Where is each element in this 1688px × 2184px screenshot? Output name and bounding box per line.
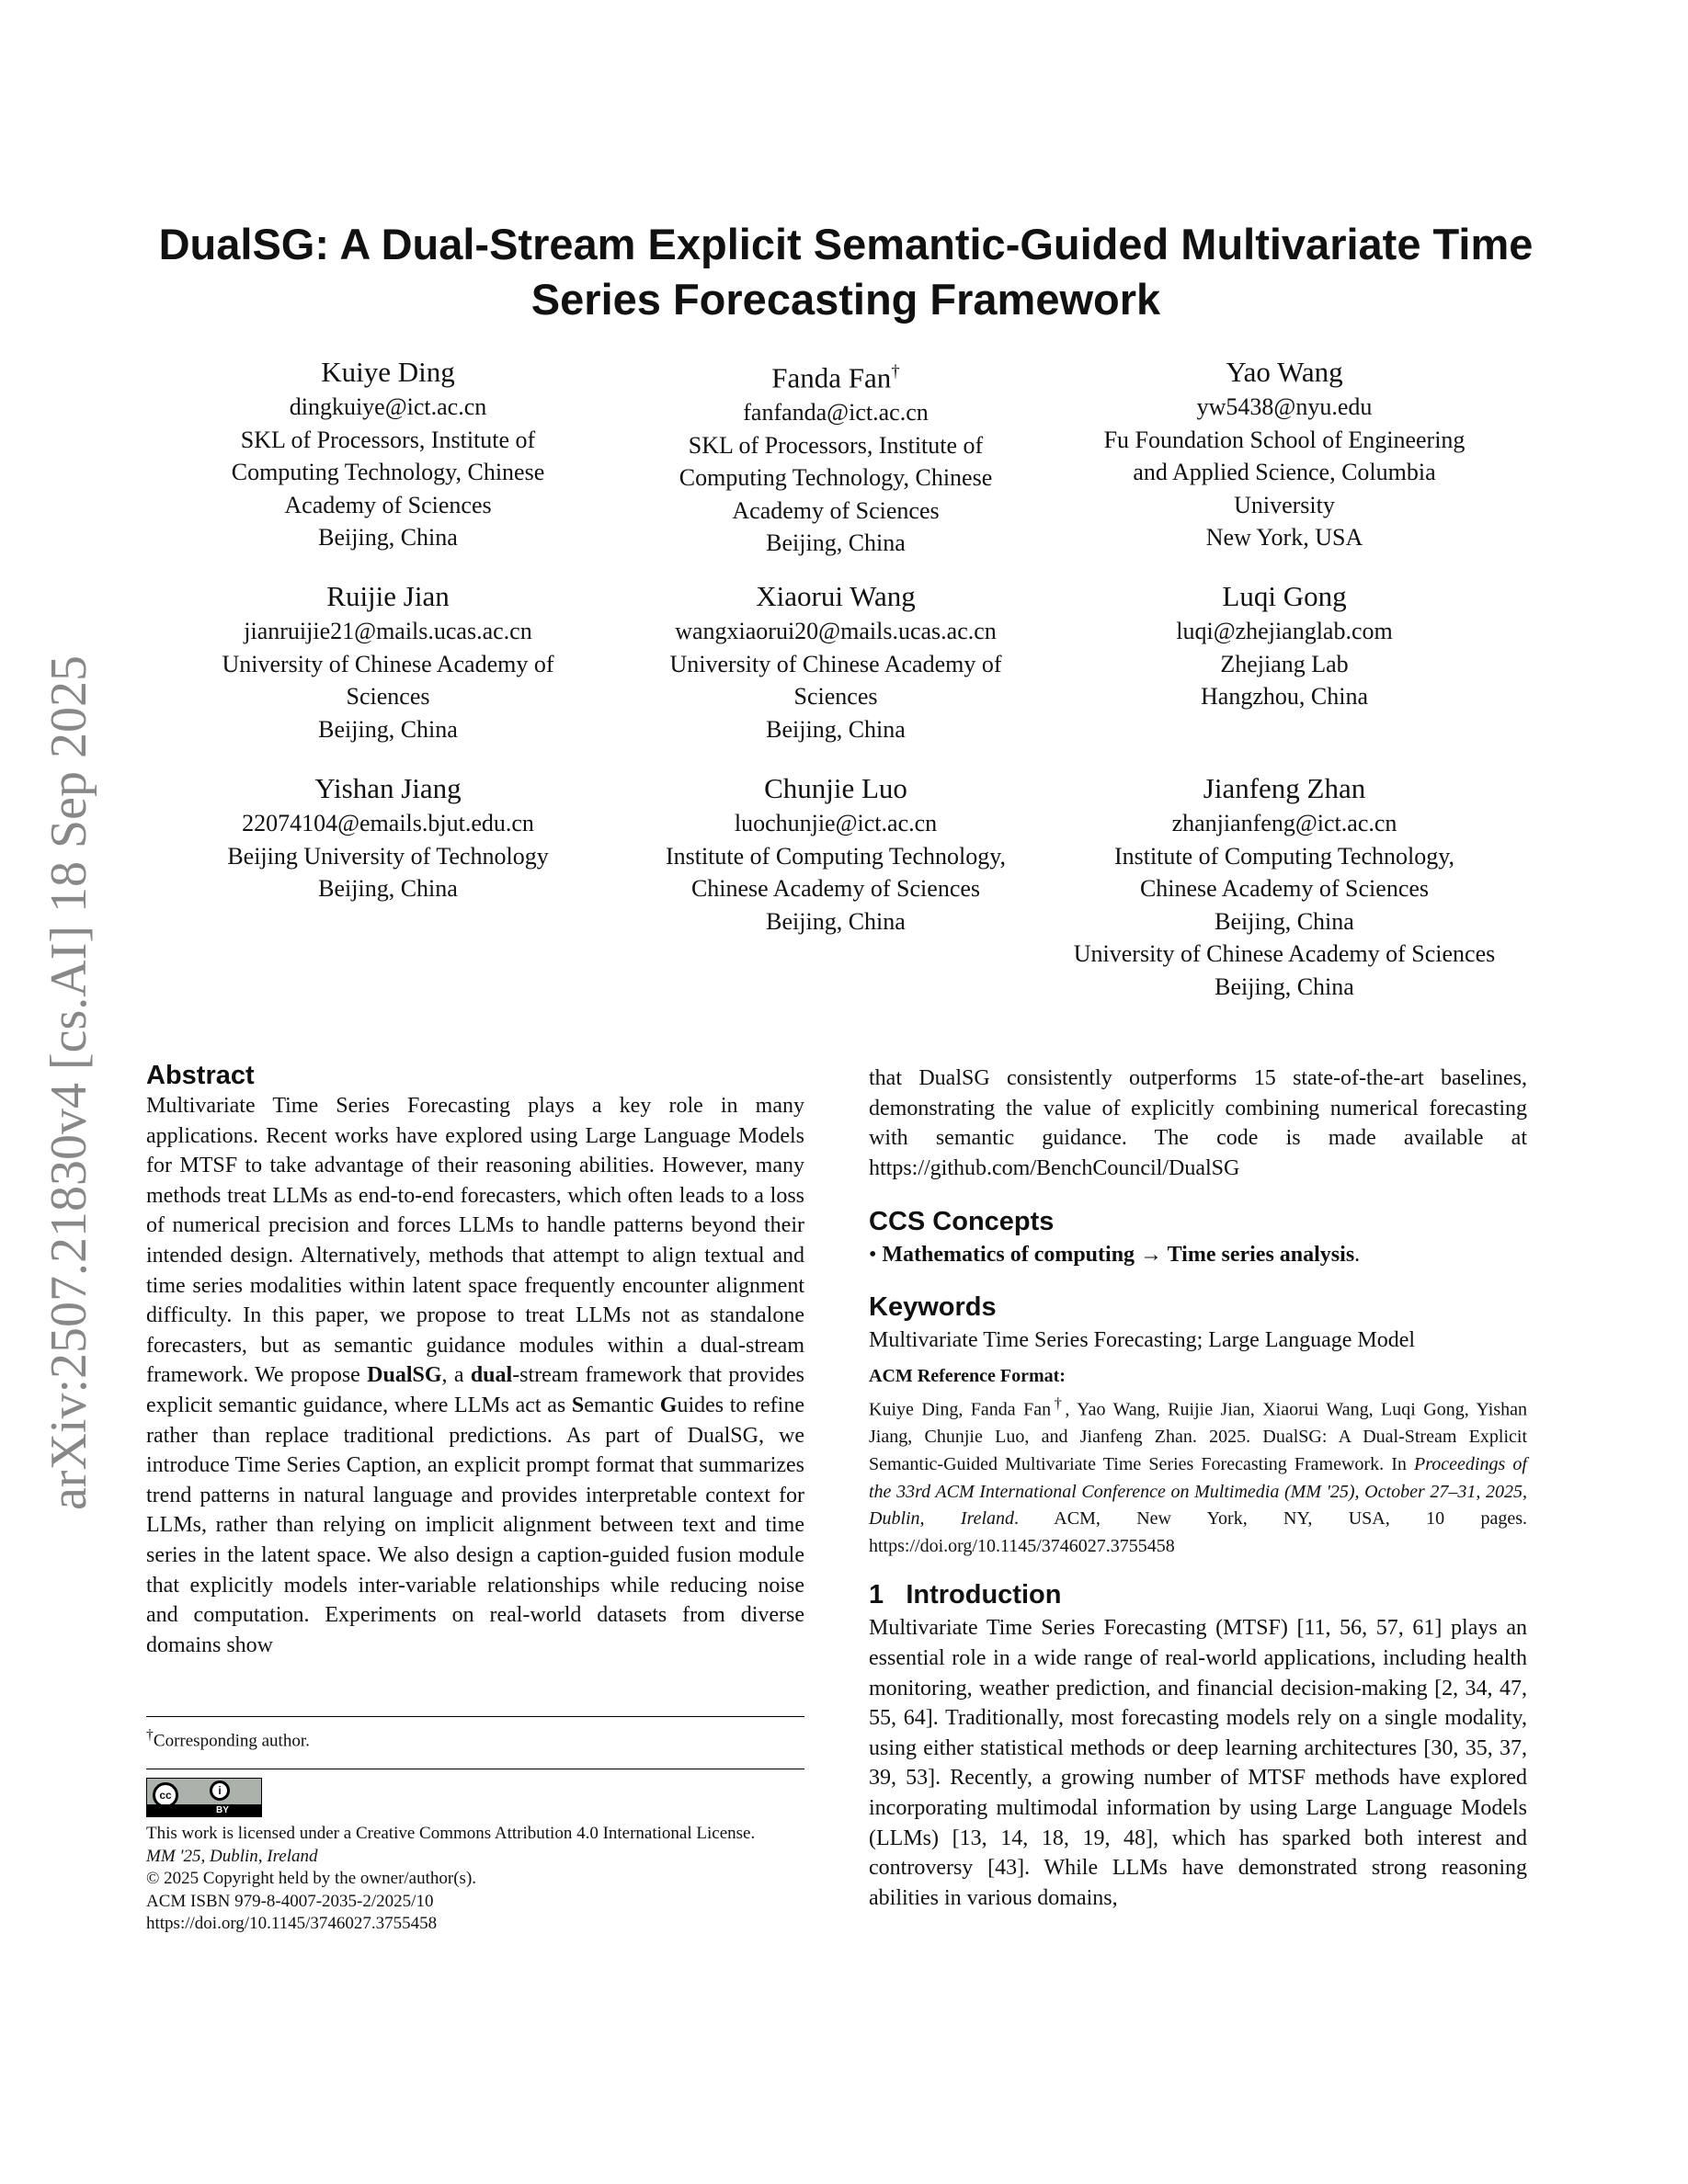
ccs-heading: CCS Concepts bbox=[869, 1207, 1055, 1237]
abstract-text-part: emantic bbox=[584, 1393, 660, 1417]
author-affiliation: University of Chinese Academy of Sciences bbox=[669, 650, 1002, 710]
author-email[interactable]: yw5438@nyu.edu bbox=[1196, 393, 1373, 420]
author-email[interactable]: wangxiaorui20@mails.ucas.ac.cn bbox=[675, 618, 997, 644]
author-card bbox=[158, 354, 618, 554]
author-name-text: Kuiye Ding bbox=[321, 356, 455, 388]
period: . bbox=[1354, 1243, 1361, 1268]
cc-by-license-badge-icon: cc i BY bbox=[146, 1778, 262, 1817]
doi-link[interactable]: https://doi.org/10.1145/3746027.3755458 bbox=[146, 1914, 438, 1933]
isbn-line: ACM ISBN 979-8-4007-2035-2/2025/10 bbox=[146, 1891, 434, 1911]
abstract-bold: S bbox=[571, 1393, 585, 1417]
dagger-mark: † bbox=[1051, 1394, 1066, 1413]
author-email[interactable]: jianruijie21@mails.ucas.ac.cn bbox=[244, 618, 532, 644]
author-name bbox=[158, 770, 618, 807]
footnote bbox=[146, 1724, 310, 1753]
abstract-text-part: uides to refine rather than replace traditional predictions. As part of DualSG, we introduce Time Series Caption, an explicit prompt format that summarizes trend patterns in natural language and provides interpretable context for LLMs, rather than relying on implicit alignment between text and time series in the latent space. We also design a caption-guided fusion module that explicitly models inter-variable relationships while reducing noise and computation. Experiments on real-world datasets from diverse domains show bbox=[146, 1393, 804, 1657]
license-block bbox=[146, 1823, 817, 1936]
ccs-concept-text: Mathematics of computing → Time series analysis bbox=[882, 1243, 1355, 1268]
reference-venue: Proceedings of the 33rd ACM International Conference on Multimedia (MM '25), October 27–31, 2025, Dublin, Ireland bbox=[869, 1454, 1527, 1530]
abstract-bold: dual bbox=[470, 1363, 513, 1388]
author-affiliation: Beijing, China bbox=[318, 715, 458, 743]
author-name-text: Ruijie Jian bbox=[326, 580, 450, 612]
author-name-text: Yao Wang bbox=[1226, 356, 1343, 388]
right-column bbox=[869, 1064, 1527, 1913]
author-affiliation: Institute of Computing Technology, Chinese Academy of Sciences bbox=[665, 842, 1007, 902]
introduction-text: Multivariate Time Series Forecasting (MTSF) [11, 56, 57, 61] plays an essential role in a wide range of real-world applications, including health monitoring, weather prediction, and financial decision-making [2, 34, 47, 55, 64]. Traditionally, most forecasting models rely on a single modality, using either statistical methods or deep learning architectures [30, 35, 37, 39, 53]. Recently, a growing number of MTSF methods have explored incorporating multimodal information by using Large Language Models (LLMs) [13, 14, 18, 19, 48], which has sparked both interest and controversy [43]. While LLMs have demonstrated strong reasoning abilities in various domains, bbox=[869, 1616, 1527, 1910]
author-name-text: Fanda Fan bbox=[771, 361, 892, 394]
author-name bbox=[606, 354, 1066, 396]
author-affiliation: University of Chinese Academy of Sciences bbox=[222, 650, 554, 710]
author-card bbox=[1055, 354, 1514, 554]
acm-reference bbox=[869, 1363, 1527, 1561]
corresponding-author-mark: † bbox=[891, 362, 900, 381]
author-name-text: Luqi Gong bbox=[1222, 580, 1347, 612]
abstract-text bbox=[146, 1091, 804, 1660]
author-name-text: Yishan Jiang bbox=[314, 772, 462, 804]
author-name bbox=[606, 578, 1066, 615]
reference-text: , Yao Wang, Ruijie Jian, Xiaorui Wang, Luqi Gong, Yishan Jiang, Chunjie Luo, and Jianfeng Zhan. 2025. DualSG: A Dual-Stream Explicit Semantic-Guided Multivariate Time Series Forecasting Framework. In bbox=[869, 1399, 1527, 1474]
author-affiliation: SKL of Processors, Institute of Computing Technology, Chinese Academy of Sciences bbox=[231, 426, 545, 518]
copyright-line: © 2025 Copyright held by the owner/author(s). bbox=[146, 1869, 477, 1888]
author-card bbox=[1055, 578, 1514, 713]
abstract-continued: that DualSG consistently outperforms 15 state-of-the-art baselines, demonstrating the value of explicitly combining numerical forecasting with semantic guidance. The code is made available at https://github.com/BenchCouncil/DualSG bbox=[869, 1066, 1527, 1180]
arxiv-identifier-stamp: arXiv:2507.21830v4 [cs.AI] 18 Sep 2025 bbox=[40, 654, 97, 1511]
author-email[interactable]: luochunjie@ict.ac.cn bbox=[734, 810, 938, 836]
paper-title: DualSG: A Dual-Stream Explicit Semantic-Guided Multivariate Time Series Forecasting Framework bbox=[158, 220, 1534, 324]
author-affiliation: Zhejiang Lab bbox=[1220, 650, 1349, 677]
section-title: Introduction bbox=[906, 1580, 1062, 1610]
author-affiliation: Beijing, China bbox=[766, 715, 906, 743]
license-text: This work is licensed under a Creative Commons Attribution 4.0 International License. bbox=[146, 1824, 756, 1843]
author-name-text: Chunjie Luo bbox=[764, 772, 907, 804]
keywords-heading: Keywords bbox=[869, 1291, 997, 1322]
author-affiliation: Institute of Computing Technology, Chinese Academy of Sciences bbox=[1113, 842, 1455, 902]
reference-text: Kuiye Ding, Fanda Fan bbox=[869, 1399, 1052, 1420]
reference-heading: ACM Reference Format: bbox=[869, 1365, 1066, 1386]
author-affiliation: Beijing, China bbox=[1215, 973, 1354, 1000]
footnote-rule bbox=[146, 1716, 804, 1717]
author-name bbox=[1055, 578, 1514, 615]
author-affiliation: Beijing, China bbox=[766, 907, 906, 935]
reference-text: . ACM, New York, NY, USA, 10 pages. https://doi.org/10.1145/3746027.3755458 bbox=[869, 1508, 1527, 1556]
abstract-text-part: Multivariate Time Series Forecasting plays a key role in many applications. Recent works have explored using Large Language Models for MTSF to take advantage of their reasoning abilities. However, many methods treat LLMs as end-to-end forecasters, which often leads to a loss of numerical precision and forces LLMs to handle patterns beyond their intended design. Alternatively, methods that attempt to align textual and time series modalities within latent space frequently encounter alignment difficulty. In this paper, we propose to treat LLMs not as standalone forecasters, but as semantic guidance modules within a dual-stream framework. We propose bbox=[146, 1094, 804, 1388]
abstract-text-part: , a bbox=[441, 1363, 471, 1388]
author-card bbox=[606, 578, 1066, 745]
author-affiliation: Beijing, China bbox=[318, 875, 458, 902]
author-name-text: Jianfeng Zhan bbox=[1203, 772, 1366, 804]
author-affiliation: Beijing, China bbox=[1215, 907, 1354, 935]
abstract-heading: Abstract bbox=[146, 1061, 255, 1090]
ccs-concept bbox=[869, 1240, 1527, 1270]
section-number: 1 bbox=[869, 1580, 884, 1610]
author-affiliation: Beijing, China bbox=[766, 529, 906, 557]
abstract-bold: DualSG bbox=[367, 1363, 442, 1388]
author-email[interactable]: 22074104@emails.bjut.edu.cn bbox=[242, 810, 534, 836]
author-card bbox=[158, 770, 618, 905]
bullet: • bbox=[869, 1243, 877, 1268]
author-card bbox=[606, 770, 1066, 938]
author-affiliation: SKL of Processors, Institute of Computing Technology, Chinese Academy of Sciences bbox=[679, 431, 993, 524]
author-name bbox=[606, 770, 1066, 807]
badge-label: BY bbox=[147, 1804, 261, 1816]
author-affiliation: Beijing University of Technology bbox=[227, 842, 549, 870]
author-email[interactable]: zhanjianfeng@ict.ac.cn bbox=[1171, 810, 1397, 836]
author-affiliation: Hangzhou, China bbox=[1201, 683, 1368, 710]
author-affiliation: New York, USA bbox=[1205, 524, 1363, 551]
author-affiliation: Fu Foundation School of Engineering and Applied Science, Columbia University bbox=[1103, 426, 1466, 518]
author-affiliation: University of Chinese Academy of Sciences bbox=[1073, 940, 1496, 967]
author-card bbox=[1055, 770, 1514, 1003]
author-name bbox=[158, 578, 618, 615]
dagger-mark: † bbox=[146, 1727, 154, 1743]
author-affiliation: Beijing, China bbox=[318, 524, 458, 551]
license-venue: MM '25, Dublin, Ireland bbox=[146, 1846, 318, 1866]
introduction-heading bbox=[869, 1576, 1527, 1613]
author-email[interactable]: luqi@zhejianglab.com bbox=[1176, 618, 1393, 644]
author-email[interactable]: fanfanda@ict.ac.cn bbox=[743, 399, 929, 427]
abstract-bold: G bbox=[659, 1393, 678, 1417]
author-card bbox=[606, 354, 1066, 560]
footnote-text: Corresponding author. bbox=[153, 1731, 310, 1751]
keywords-text: Multivariate Time Series Forecasting; Large Language Model bbox=[869, 1327, 1416, 1352]
author-email[interactable]: dingkuiye@ict.ac.cn bbox=[289, 393, 487, 420]
author-card bbox=[158, 578, 618, 745]
author-name bbox=[158, 354, 618, 391]
author-name-text: Xiaorui Wang bbox=[756, 580, 916, 612]
author-name bbox=[1055, 770, 1514, 807]
abstract-section bbox=[146, 1057, 804, 1660]
author-name bbox=[1055, 354, 1514, 391]
abstract-text-part: -stream framework that provides explicit semantic guidance, where LLMs act as bbox=[146, 1363, 805, 1417]
